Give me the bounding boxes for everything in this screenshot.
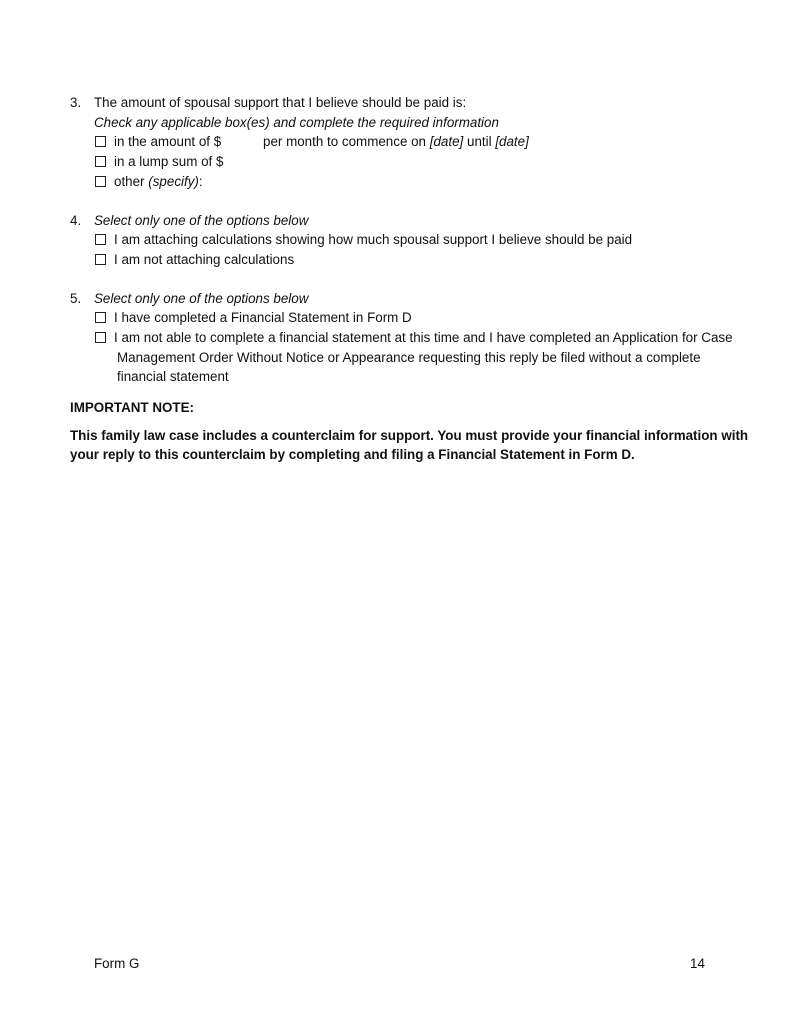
- question-3-instruction: Check any applicable box(es) and complete the required information: [94, 115, 499, 130]
- q3-other-checkbox[interactable]: [95, 176, 106, 187]
- q3-option-other: [95, 172, 203, 192]
- q5-not-able-label-line3: financial statement: [117, 369, 229, 384]
- question-3-number: 3.: [70, 95, 82, 110]
- q3-amount-suffix: per month to commence on: [263, 134, 427, 149]
- q3-amount-rest: [263, 132, 529, 152]
- q3-lump-sum-checkbox[interactable]: [95, 156, 106, 167]
- q4-option-not-attaching: [95, 250, 294, 270]
- q5-not-able-label-line2: Management Order Without Notice or Appearance requesting this reply be filed without a complete: [117, 350, 701, 365]
- q5-completed-label: I have completed a Financial Statement in Form D: [114, 310, 412, 325]
- important-note-line1: This family law case includes a counterclaim for support. You must provide your financial information with: [70, 428, 749, 443]
- q4-attaching-label: I am attaching calculations showing how much spousal support I believe should be paid: [114, 232, 633, 247]
- question-5-number: 5.: [70, 291, 82, 306]
- important-note-line2: your reply to this counterclaim by completing and filing a Financial Statement in Form D.: [70, 447, 635, 462]
- question-4-instruction: Select only one of the options below: [94, 213, 309, 228]
- q3-option-lump-sum: [95, 152, 223, 172]
- q3-lump-sum-label: in a lump sum of $: [114, 154, 224, 169]
- question-3-prompt: The amount of spousal support that I believe should be paid is:: [94, 95, 467, 110]
- important-note-heading: IMPORTANT NOTE:: [70, 400, 194, 415]
- q3-until: until: [467, 134, 492, 149]
- q4-not-attaching-label: I am not attaching calculations: [114, 252, 295, 267]
- question-4-number: 4.: [70, 213, 82, 228]
- footer-form-label: Form G: [94, 956, 140, 971]
- q5-option-not-able: [95, 328, 733, 348]
- footer-page-number: 14: [690, 956, 705, 971]
- q4-not-attaching-checkbox[interactable]: [95, 254, 106, 265]
- q5-completed-checkbox[interactable]: [95, 312, 106, 323]
- q4-attaching-checkbox[interactable]: [95, 234, 106, 245]
- q4-option-attaching: [95, 230, 632, 250]
- q3-amount-checkbox[interactable]: [95, 136, 106, 147]
- q3-other-label: other: [114, 174, 145, 189]
- q3-date-end: [date]: [495, 134, 529, 149]
- q5-option-completed: [95, 308, 412, 328]
- q5-not-able-checkbox[interactable]: [95, 332, 106, 343]
- q3-date-start: [date]: [429, 134, 464, 149]
- q3-amount-prefix: in the amount of $: [114, 134, 222, 149]
- q3-colon: :: [198, 174, 203, 189]
- question-5-instruction: Select only one of the options below: [94, 291, 309, 306]
- q3-specify-label: (specify): [148, 174, 199, 189]
- q3-option-amount: [95, 132, 221, 152]
- q5-not-able-label-line1: I am not able to complete a financial statement at this time and I have completed an Application for Case: [114, 330, 733, 345]
